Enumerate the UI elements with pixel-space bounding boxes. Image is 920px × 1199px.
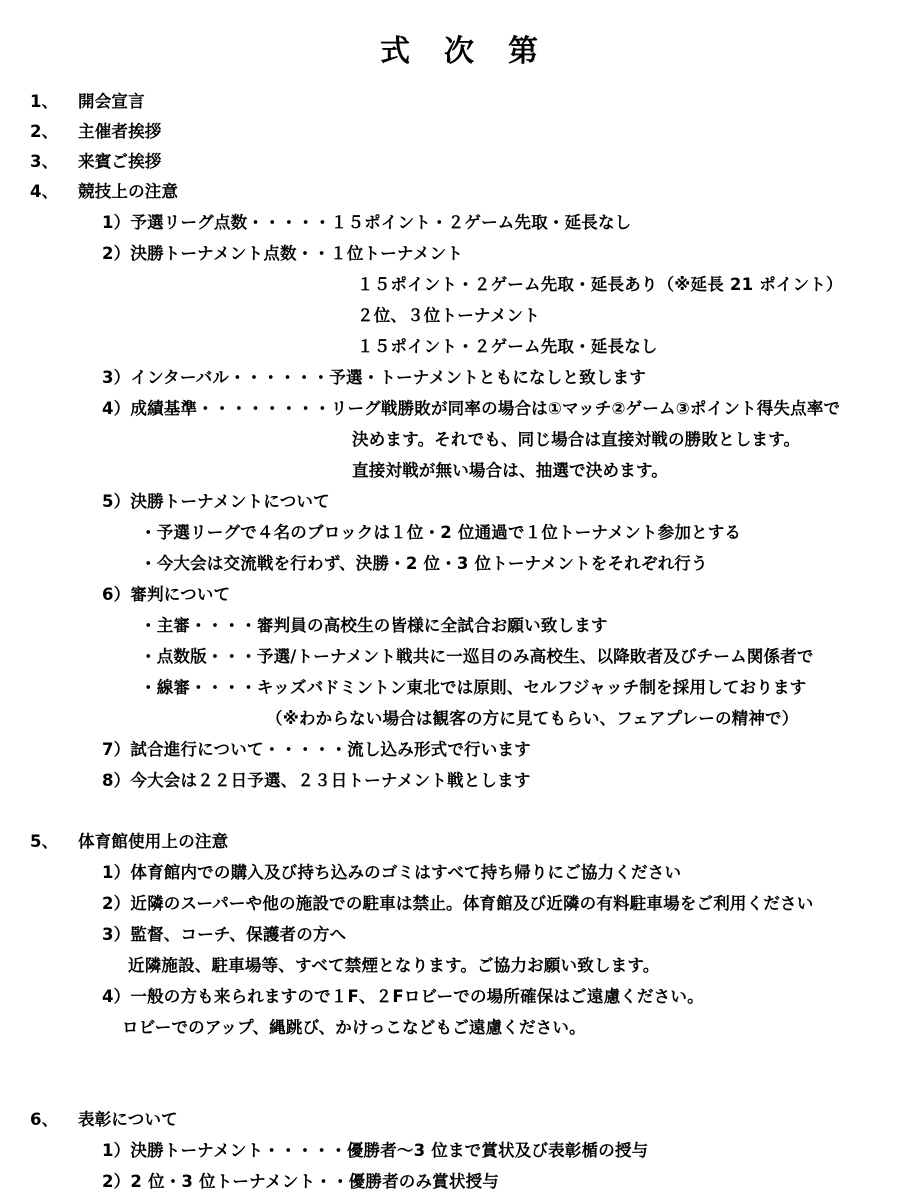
section-3-heading: 来賓ご挨拶	[78, 152, 162, 171]
section-2-heading: 主催者挨拶	[78, 122, 162, 141]
rule-item-2-detail-c: １５ポイント・２ゲーム先取・延長なし	[357, 337, 658, 356]
rule-item-5-detail-b: ・今大会は交流戦を行わず、決勝・2 位・3 位トーナメントをそれぞれ行う	[140, 554, 708, 573]
gym-item-3-detail: 近隣施設、駐車場等、すべて禁煙となります。ご協力お願い致します。	[128, 956, 660, 975]
rule-item-5-detail-a: ・予選リーグで４名のブロックは１位・2 位通過で１位トーナメント参加とする	[140, 523, 742, 542]
gym-item-2: 2）近隣のスーパーや他の施設での駐車は禁止。体育館及び近隣の有料駐車場をご利用ください	[102, 894, 814, 913]
section-5-heading: 体育館使用上の注意	[78, 832, 229, 851]
award-item-1: 1）決勝トーナメント・・・・・優勝者～3 位まで賞状及び表彰楯の授与	[102, 1141, 649, 1160]
section-4-heading: 競技上の注意	[78, 182, 179, 201]
rule-item-4-detail-b: 直接対戦が無い場合は、抽選で決めます。	[352, 461, 668, 480]
rule-item-6-detail-a: ・主審・・・・審判員の高校生の皆様に全試合お願い致します	[140, 616, 608, 635]
rule-item-2-detail-b: ２位、３位トーナメント	[357, 306, 541, 325]
section-1-heading: 開会宣言	[78, 92, 145, 111]
rule-item-7: 7）試合進行について・・・・・流し込み形式で行います	[102, 740, 531, 759]
rule-item-8: 8）今大会は２２日予選、２３日トーナメント戦とします	[102, 771, 531, 790]
gym-item-1: 1）体育館内での購入及び持ち込みのゴミはすべて持ち帰りにご協力ください	[102, 863, 682, 882]
rule-item-6-detail-c: ・線審・・・・キッズバドミントン東北では原則、セルフジャッチ制を採用しております	[140, 678, 807, 697]
section-3-number: 3、	[30, 152, 59, 171]
rule-item-4: 4）成績基準・・・・・・・・リーグ戦勝敗が同率の場合は①マッチ②ゲーム③ポイント得失点率で	[102, 399, 841, 418]
rule-item-6-detail-d: （※わからない場合は観客の方に見てもらい、フェアプレーの精神で）	[266, 709, 799, 728]
rule-item-5: 5）決勝トーナメントについて	[102, 492, 330, 511]
section-6-number: 6、	[30, 1110, 59, 1129]
page-title: 式 次 第	[380, 34, 540, 69]
rule-item-1: 1）予選リーグ点数・・・・・１５ポイント・２ゲーム先取・延長なし	[102, 213, 632, 232]
section-6-heading: 表彰について	[78, 1110, 178, 1129]
section-4-number: 4、	[30, 182, 59, 201]
rule-item-6: 6）審判について	[102, 585, 231, 604]
gym-item-4: 4）一般の方も来られますので１F、２Fロビーでの場所確保はご遠慮ください。	[102, 987, 704, 1006]
gym-item-4-detail: ロビーでのアップ、縄跳び、かけっこなどもご遠慮ください。	[122, 1018, 586, 1037]
gym-item-3: 3）監督、コーチ、保護者の方へ	[102, 925, 347, 944]
rule-item-6-detail-b: ・点数版・・・予選/トーナメント戦共に一巡目のみ高校生、以降敗者及びチーム関係者で	[140, 647, 814, 666]
rule-item-2: 2）決勝トーナメント点数・・１位トーナメント	[102, 244, 464, 263]
award-item-2: 2）2 位・3 位トーナメント・・優勝者のみ賞状授与	[102, 1172, 499, 1191]
rule-item-4-detail-a: 決めます。それでも、同じ場合は直接対戦の勝敗とします。	[352, 430, 801, 449]
rule-item-2-detail-a: １５ポイント・２ゲーム先取・延長あり（※延長 21 ポイント）	[357, 275, 843, 294]
section-5-number: 5、	[30, 832, 59, 851]
section-1-number: 1、	[30, 92, 59, 111]
rule-item-3: 3）インターバル・・・・・・予選・トーナメントともになしと致します	[102, 368, 646, 387]
section-2-number: 2、	[30, 122, 59, 141]
